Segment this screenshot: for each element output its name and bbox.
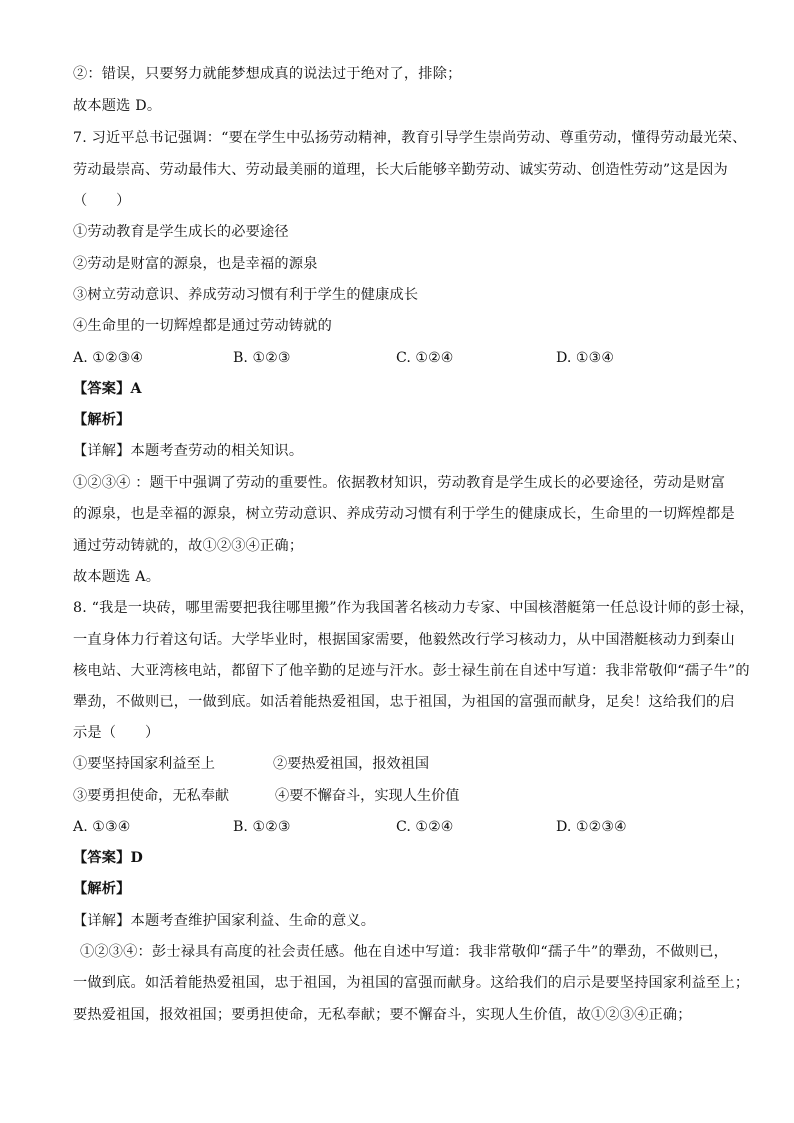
question-8-detail-heading: 【详解】本题考查维护国家利益、生命的意义。 bbox=[73, 913, 376, 929]
question-7-detail-heading: 【详解】本题考查劳动的相关知识。 bbox=[73, 443, 304, 459]
question-8-analysis-heading: 【解析】 bbox=[73, 881, 131, 897]
question-8-explanation: 一做到底。如活着能热爱祖国，忠于祖国，为祖国的富强而献身。这给我们的启示是要坚持国家利益至上； bbox=[73, 975, 750, 991]
question-7-explanation: ①②③④ ：题干中强调了劳动的重要性。依据教材知识，劳动教育是学生成长的必要途径，劳动是财富 bbox=[73, 475, 726, 491]
question-8-stem: 8. “我是一块砖，哪里需要把我往哪里搬”作为我国著名核动力专家、中国核潜艇第一任总设计师的彭士禄， bbox=[73, 600, 754, 616]
question-7-stem: 7. 习近平总书记强调：“要在学生中弘扬劳动精神，教育引导学生崇尚劳动、尊重劳动，懂得劳动最光荣、 bbox=[73, 130, 747, 146]
question-8-answer: 【答案】D bbox=[73, 850, 144, 866]
question-8-statement: ③要勇担使命，无私奉献 bbox=[73, 788, 230, 804]
question-8-statement: ②要热爱祖国，报效祖国 bbox=[273, 756, 430, 772]
question-8-option-b: B. ①②③ bbox=[233, 819, 291, 835]
question-8-statement: ①要坚持国家利益至上 bbox=[73, 756, 215, 772]
question-8-statement: ④要不懈奋斗，实现人生价值 bbox=[275, 788, 460, 804]
question-8-explanation: 要热爱祖国，报效祖国；要勇担使命，无私奉献；要不懈奋斗，实现人生价值，故①②③④正确； bbox=[73, 1007, 692, 1023]
question-8-option-a: A. ①③④ bbox=[73, 819, 131, 835]
question-8-option-c: C. ①②④ bbox=[396, 819, 454, 835]
question-8-stem: 核电站、大亚湾核电站，都留下了他辛勤的足迹与汗水。彭士禄生前在自述中写道：我非常敬仰“孺子牛”的 bbox=[73, 663, 750, 679]
question-7-explanation: 的源泉，也是幸福的源泉，树立劳动意识、养成劳动习惯有利于学生的健康成长，生命里的一切辉煌都是 bbox=[73, 506, 735, 522]
question-8-option-d: D. ①②③④ bbox=[556, 819, 627, 835]
question-7-explanation: 通过劳动铸就的，故①②③④正确； bbox=[73, 538, 304, 554]
conclusion-line: 故本题选 D。 bbox=[73, 98, 162, 114]
question-7-option-b: B. ①②③ bbox=[233, 350, 291, 366]
question-7-statement: ④生命里的一切辉煌都是通过劳动铸就的 bbox=[73, 318, 332, 334]
question-8-stem: 示是（ ） bbox=[73, 725, 160, 741]
question-7-stem: 劳动最崇高、劳动最伟大、劳动最美丽的道理，长大后能够辛勤劳动、诚实劳动、创造性劳动”这是因为 bbox=[73, 162, 728, 178]
question-8-stem: 一直身体力行着这句话。大学毕业时，根据国家需要，他毅然改行学习核动力，从中国潜艇核动力到秦山 bbox=[73, 632, 735, 648]
question-7-statement: ②劳动是财富的源泉，也是幸福的源泉 bbox=[73, 256, 318, 272]
question-7-statement: ①劳动教育是学生成长的必要途径 bbox=[73, 224, 289, 240]
explanation-line: ②：错误，只要努力就能梦想成真的说法过于绝对了，排除； bbox=[73, 66, 462, 82]
question-7-conclusion: 故本题选 A。 bbox=[73, 569, 161, 585]
question-7-analysis-heading: 【解析】 bbox=[73, 412, 131, 428]
question-8-stem: 犟劲，不做则已，一做到底。如活着能热爱祖国，忠于祖国，为祖国的富强而献身，足矣！这给我们的启 bbox=[73, 694, 735, 710]
question-7-option-d: D. ①③④ bbox=[556, 350, 615, 366]
question-7-option-a: A. ①②③④ bbox=[73, 350, 144, 366]
question-7-statement: ③树立劳动意识、养成劳动习惯有利于学生的健康成长 bbox=[73, 287, 419, 303]
question-7-answer: 【答案】A bbox=[73, 381, 142, 397]
question-8-explanation: ①②③④：彭士禄具有高度的社会责任感。他在自述中写道：我非常敬仰“孺子牛”的犟劲，不做则已， bbox=[80, 944, 728, 960]
question-7-blank: （ ） bbox=[73, 193, 131, 209]
question-7-option-c: C. ①②④ bbox=[396, 350, 454, 366]
